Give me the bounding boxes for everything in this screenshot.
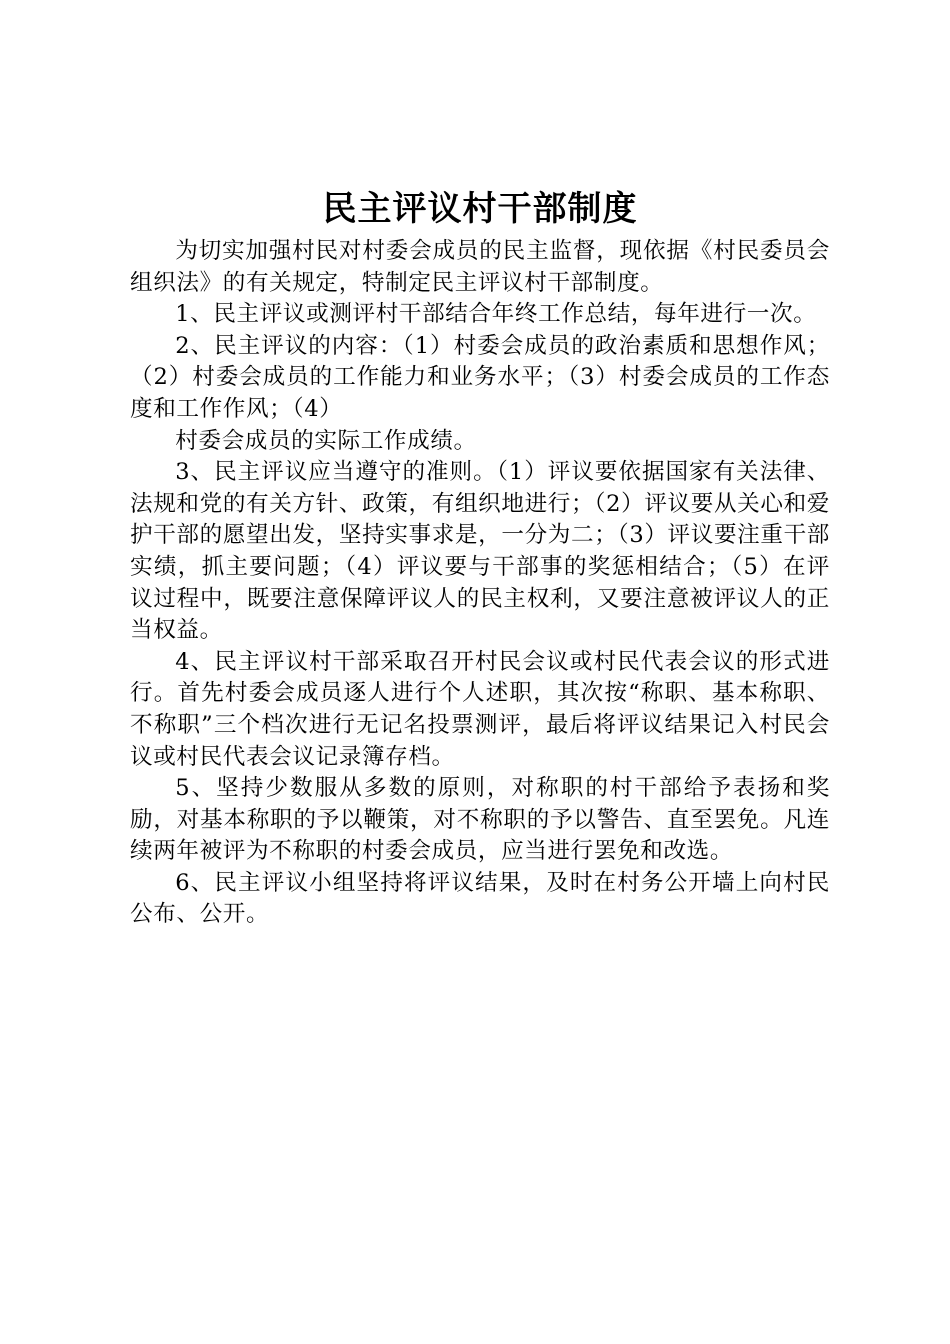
paragraph-item-4: 4、民主评议村干部采取召开村民会议或村民代表会议的形式进行。首先村委会成员逐人进行个人述职，其次按“称职、基本称职、不称职”三个档次进行无记名投票测评，最后将评议结果记入村民会议或村民代表会议记录簿存档。 <box>130 648 830 770</box>
paragraph-item-3: 3、民主评议应当遵守的准则。（1）评议要依据国家有关法律、法规和党的有关方针、政策，有组织地进行；（2）评议要从关心和爱护干部的愿望出发，坚持实事求是，一分为二；（3）评议要注重干部实绩，抓主要问题；（4）评议要与干部事的奖惩相结合；（5）在评议过程中，既要注意保障评议人的民主权利，又要注意被评议人的正当权益。 <box>130 459 830 644</box>
paragraph-item-1: 1、民主评议或测评村干部结合年终工作总结，每年进行一次。 <box>175 301 817 328</box>
paragraph-item-2: 2、民主评议的内容：（1）村委会成员的政治素质和思想作风；（2）村委会成员的工作能力和业务水平；（3）村委会成员的工作态度和工作作风；（4） <box>130 332 830 422</box>
paragraph-intro: 为切实加强村民对村委会成员的民主监督，现依据《村民委员会组织法》的有关规定，特制定民主评议村干部制度。 <box>130 238 830 296</box>
document-page <box>130 184 830 931</box>
paragraph-item-2-continued: 村委会成员的实际工作成绩。 <box>175 427 477 454</box>
paragraph-item-5: 5、坚持少数服从多数的原则，对称职的村干部给予表扬和奖励，对基本称职的予以鞭策，对不称职的予以警告、直至罢免。凡连续两年被评为不称职的村委会成员，应当进行罢免和改选。 <box>130 775 830 865</box>
paragraph-item-6: 6、民主评议小组坚持将评议结果，及时在村务公开墙上向村民公布、公开。 <box>130 869 830 928</box>
document-title: 民主评议村干部制度 <box>322 189 638 229</box>
